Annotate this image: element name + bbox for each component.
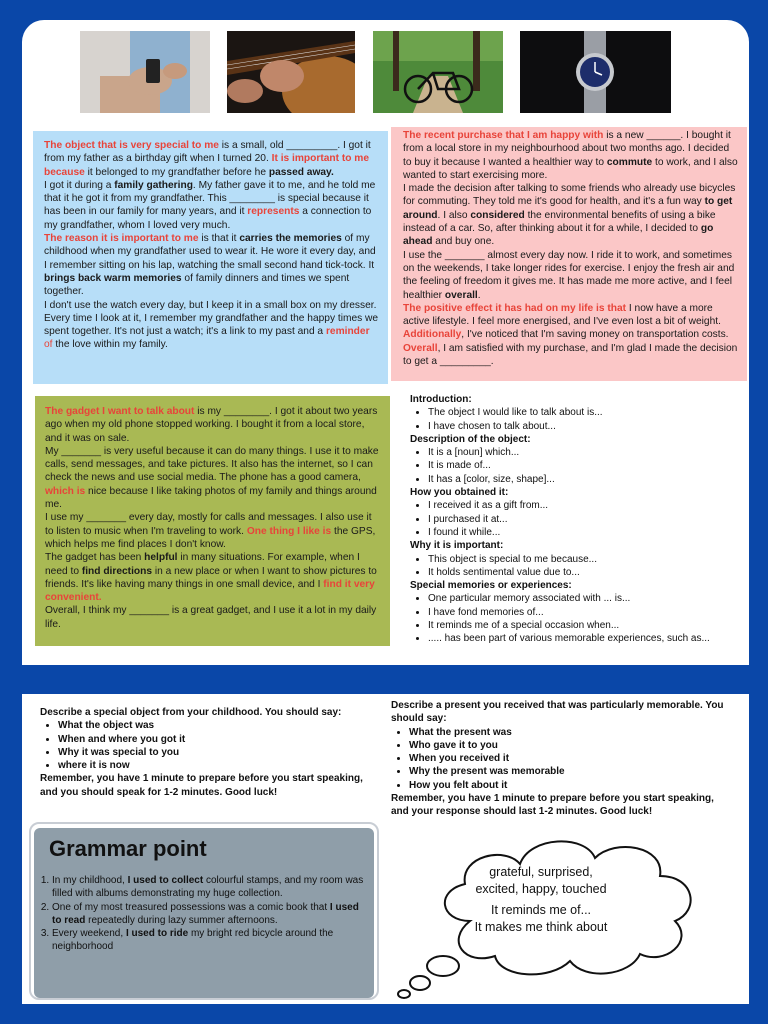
outline-item: • The object I would like to talk about is... [428,406,750,419]
watch-photo [520,31,671,113]
emotion-words: grateful, surprised, [489,865,593,879]
cue-item: • where it is now [58,759,370,772]
thought-cloud-text [436,864,646,936]
cue-item: • Who gave it to you [409,739,731,752]
cue-card-footer: Remember, you have 1 minute to prepare before you start speaking, and your response should last 1-2 minutes. Good luck! [391,793,714,818]
grammar-point-box [34,828,374,998]
outline-item: • ..... has been part of various memorable experiences, such as... [428,632,750,645]
cue-card-title: Describe a present you received that was particularly memorable. You should say: [391,700,724,725]
outline-item: • It has a [color, size, shape]... [428,473,750,486]
emotion-words: excited, happy, touched [475,882,607,896]
cue-item: • When and where you got it [58,733,370,746]
outline-heading: Introduction: [410,394,472,405]
grammar-example: 2. One of my most treasured possessions was a comic book that I used to read repeatedly during lazy summer afternoons. [52,901,370,928]
grammar-title: Grammar point [49,836,207,861]
cue-card-childhood-object [40,706,370,799]
cue-item: • When you received it [409,752,731,765]
special-object-sample-answer: The object that is very special to me is a small, old _________. I got it from my father as a birthday gift when I turned 20. It is important to me because it belonged to my grandfather before he passed away. I got it during a family gathering. My father gave it to me, and he told me that it he got it from my grandfather. This ________ is special because it has been in our family for many years, and it represents a connection to my grandfather, whom I loved very much. The reason it is important to me is that it carries the memories of my childhood when my grandfather used to wear it. He wore it every day, and I remember sitting on his lap, watching the small second hand tick-tock. It brings back warm memories of family dinners and times we spent together. I don't use the watch every day, but I keep it in a small box on my dresser. Every time I look at it, I remember my grandfather and the happy times we spent together. It's not just a watch; it's a link to my past and a reminder of the love within my family. [33,131,388,384]
gadget-sample-answer: The gadget I want to talk about is my ________. I got it about two years ago when my old phone stopped working. I bought it from a local store, and it was on sale. My _______ is very useful because it can do many things. I use it to make calls, send messages, and take pictures. It also has the internet, so I can check the news and use social media. The phone has a good camera, which is nice because I like taking photos of my family and things around me. I use my _______ every day, mostly for calls and messages. I also use it to listen to music when I'm traveling to work. One thing I like is the GPS, which helps me find places I don't know. The gadget has been helpful in many situations. For example, when I need to find directions in a new place or when I want to show pictures to friends. It's like having many things in one small device, and I find it very convenient. Overall, I think my _______ is a great gadget, and I use it a lot in my daily life. [35,396,390,646]
outline-item: • It is made of... [428,459,750,472]
outline-item: • I have fond memories of... [428,606,750,619]
cue-item: • What the present was [409,726,731,739]
phrase-highlight: The object that is very special to me [44,140,219,151]
cue-item: • What the object was [58,719,370,732]
cue-card-title: Describe a special object from your childhood. You should say: [40,707,342,718]
outline-item: • I purchased it at... [428,513,750,526]
guitar-photo [227,31,355,113]
cue-item: • How you felt about it [409,779,731,792]
phone-photo [80,31,210,113]
outline-heading: Why it is important: [410,540,504,552]
phrase-starter: It reminds me of... [490,903,592,917]
cue-item: • Why the present was memorable [409,765,731,778]
outline-item: • It is a [noun] which... [428,446,750,459]
outline-item: • This object is special to me because... [428,553,750,566]
outline-heading: Description of the object: [410,433,531,445]
grammar-example: 3. Every weekend, I used to ride my bright red bicycle around the neighborhood [52,927,370,954]
outline-item: • I received it as a gift from... [428,499,750,512]
recent-purchase-sample-answer: The recent purchase that I am happy with is a new ______. I bought it from a local store in my neighbourhood about two months ago. I decided to buy it because I wanted a healthier way to commute to work, and I also wanted to start exercising more. I made the decision after talking to some friends who already use bicycles for commuting. They told me it's good for health, and it's a fun way to get around. I also considered the environmental benefits of using a bike instead of a car. So, after thinking about it for a while, I decided to go ahead and buy one. I use the _______ almost every day now. I ride it to work, and sometimes on the weekends, I take longer rides for exercise. I enjoy the fresh air and the feeling of freedom it gives me. It has made me more active, and I feel healthier overall. The positive effect it has had on my life is that I now have a more active lifestyle. I feel more energised, and I've even lost a bit of weight. Additionally, I've noticed that I'm saving money on transportation costs. Overall, I am satisfied with my purchase, and I'm glad I made the decision to get a _________. [391,127,747,381]
cue-card-memorable-present [391,699,731,819]
outline-item: • It reminds me of a special occasion when... [428,619,750,632]
outline-item: • I found it while... [428,526,750,539]
grammar-example: 1. In my childhood, I used to collect colourful stamps, and my room was filled with albums demonstrating my huge collection. [52,874,370,901]
answer-structure-outline [410,393,750,646]
cue-card-footer: Remember, you have 1 minute to prepare before you start speaking, and you should speak for 1-2 minutes. Good luck! [40,773,363,798]
outline-heading: Special memories or experiences: [410,580,572,592]
outline-item: • One particular memory associated with ... is... [428,592,750,605]
cue-item: • Why it was special to you [58,746,370,759]
outline-item: • I have chosen to talk about... [428,420,750,433]
outline-item: • It holds sentimental value due to... [428,566,750,579]
phrase-highlight: It is important to me because [44,153,369,178]
outline-heading: How you obtained it: [410,487,509,499]
bicycle-photo [373,31,503,113]
phrase-starter: It makes me think about [474,920,608,934]
